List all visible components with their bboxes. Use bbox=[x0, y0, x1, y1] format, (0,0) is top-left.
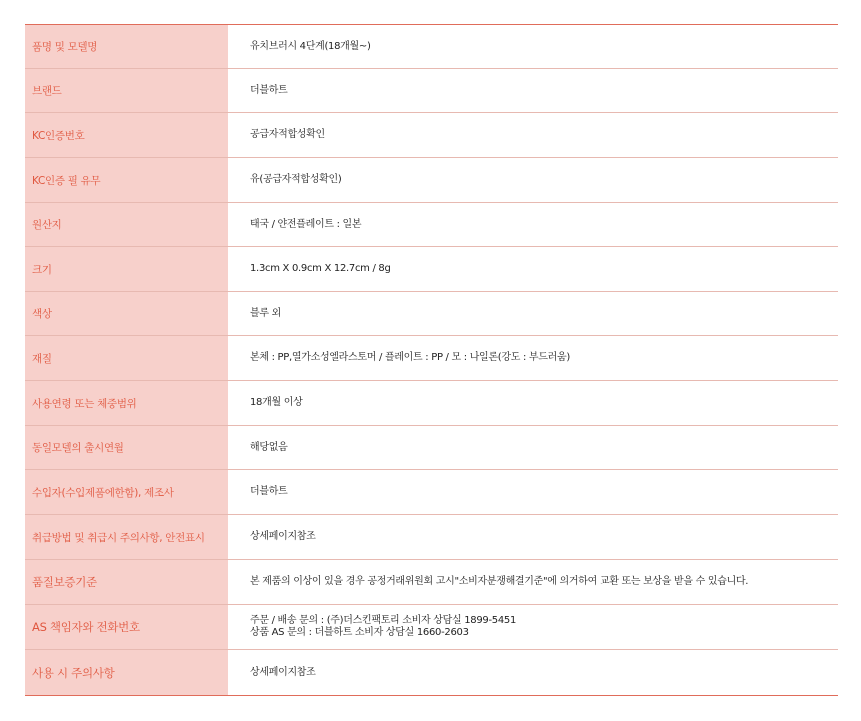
table-row bbox=[25, 605, 838, 650]
table-row bbox=[25, 158, 838, 203]
row-label: AS 책임자와 전화번호 bbox=[25, 605, 228, 649]
row-value: 해당없음 bbox=[250, 441, 288, 453]
product-info-table bbox=[25, 24, 838, 696]
row-value: 상세페이지참조 bbox=[250, 531, 316, 542]
table-row bbox=[25, 336, 838, 381]
row-label: 수입자(수입제품에한함), 제조사 bbox=[25, 470, 228, 514]
table-row bbox=[25, 25, 838, 69]
row-value: 본 제품의 이상이 있을 경우 공정거래위원회 고시"소비자분쟁해결기준"에 의거하여 교환 또는 보상을 받을 수 있습니다. bbox=[250, 576, 749, 587]
table-row bbox=[25, 292, 838, 336]
table-row bbox=[25, 247, 838, 292]
row-value bbox=[228, 605, 838, 649]
table-row bbox=[25, 470, 838, 515]
table-row bbox=[25, 69, 838, 113]
row-value: 유치브러시 4단계(18개월~) bbox=[250, 40, 371, 52]
row-label: 크기 bbox=[25, 247, 228, 291]
table-row bbox=[25, 113, 838, 158]
table-row bbox=[25, 650, 838, 695]
as-product-contact: 상품 AS 문의 : 더블하트 소비자 상담실 1660-2603 bbox=[250, 627, 469, 638]
row-value: 태국 / 얀전플레이트 : 일본 bbox=[250, 218, 362, 230]
row-label: 재질 bbox=[25, 336, 228, 380]
table-row bbox=[25, 381, 838, 426]
row-value: 1.3cm X 0.9cm X 12.7cm / 8g bbox=[250, 263, 391, 274]
row-value: 유(공급자적합성확인) bbox=[250, 174, 342, 185]
table-row bbox=[25, 426, 838, 470]
row-label: 동일모델의 출시연월 bbox=[25, 426, 228, 469]
row-label: 사용연령 또는 체중범위 bbox=[25, 381, 228, 425]
row-label: 원산지 bbox=[25, 203, 228, 246]
row-value: 더블하트 bbox=[250, 486, 288, 497]
row-value: 본체 : PP,열가소성엘라스토머 / 플레이트 : PP / 모 : 나일론(강도 : 부드러움) bbox=[250, 352, 570, 363]
table-row bbox=[25, 515, 838, 560]
row-value: 상세페이지참조 bbox=[250, 666, 316, 678]
row-label: 취급방법 및 취급시 주의사항, 안전표시 bbox=[25, 515, 228, 559]
row-label: 브랜드 bbox=[25, 69, 228, 112]
row-value: 블루 외 bbox=[250, 307, 281, 319]
row-value: 더블하트 bbox=[250, 84, 288, 96]
row-label: 품명 및 모델명 bbox=[25, 25, 228, 68]
row-label: KC인증번호 bbox=[25, 113, 228, 157]
row-label: 색상 bbox=[25, 292, 228, 335]
row-value: 18개월 이상 bbox=[250, 397, 303, 408]
table-row bbox=[25, 560, 838, 605]
row-label: 사용 시 주의사항 bbox=[25, 650, 228, 695]
row-label: 품질보증기준 bbox=[25, 560, 228, 604]
row-label: KC인증 필 유무 bbox=[25, 158, 228, 202]
as-order-contact: 주문 / 배송 문의 : (주)더스킨팩토리 소비자 상담실 1899-5451 bbox=[250, 615, 517, 626]
row-value: 공급자적합성확인 bbox=[250, 129, 325, 140]
table-row bbox=[25, 203, 838, 247]
